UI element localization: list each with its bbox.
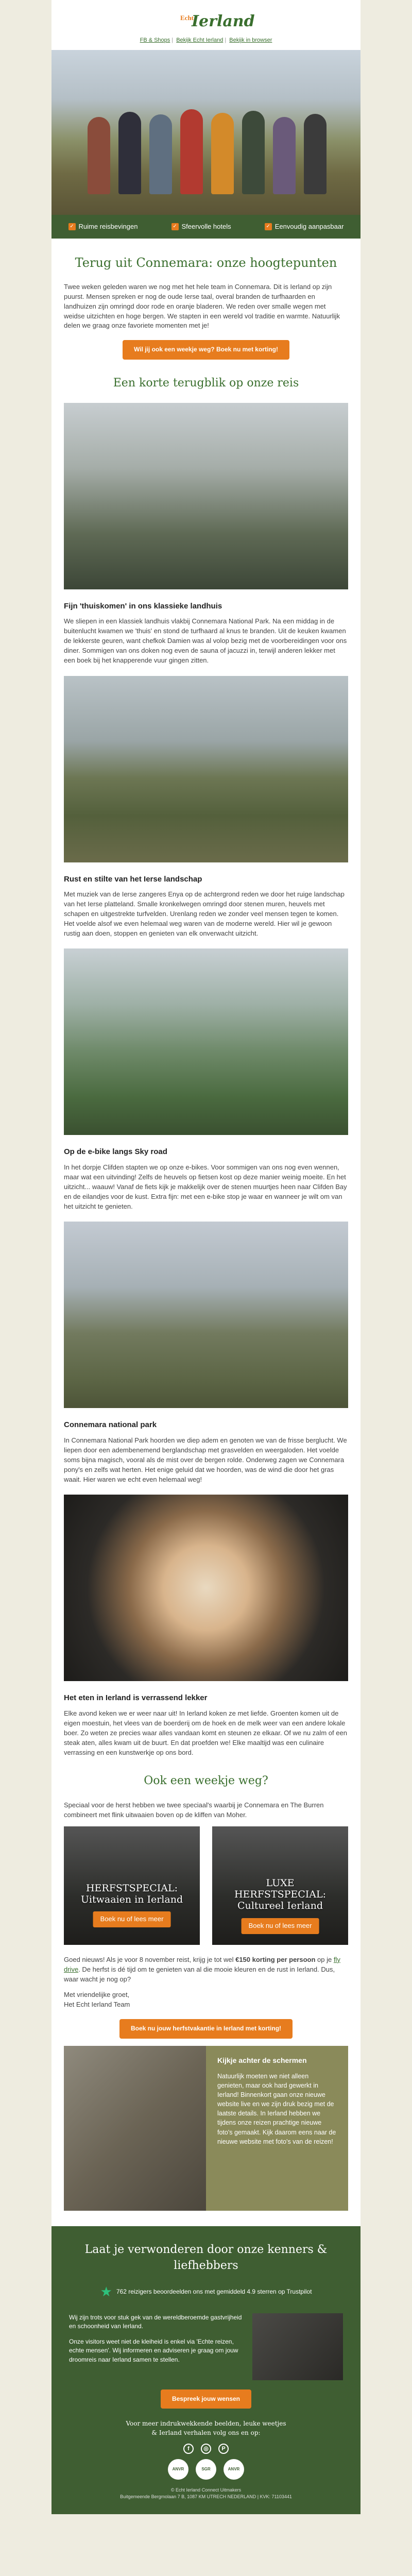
instagram-icon[interactable]: ◎ — [201, 2444, 211, 2454]
usp-item: ✓ Ruime reisbevingen — [68, 222, 138, 232]
section-4-title: Connemara national park — [64, 1420, 157, 1430]
facebook-icon[interactable]: f — [183, 2444, 194, 2454]
section-3-title: Op de e-bike langs Sky road — [64, 1147, 167, 1157]
food-photo[interactable] — [64, 1495, 348, 1681]
section-1-text: We sliepen in een klassiek landhuis vlakbij Connemara National Park. Na een middag in de buitenlucht kwamen we 'thuis' en stond de turfhaard al knus te branden. Uit de keuken kwamen de lekkerste geuren, want chefkok Damien was al volop bezig met de voorbereidingen voor ons diner. Sommigen van ons doken nog even de sauna of jacuzzi in, terwijl anderen lekker met een boek bij het knapperende vuur gingen zitten. — [64, 617, 347, 664]
intro-title: Terug uit Connemara: onze hoogtepunten — [75, 256, 337, 270]
behind-scenes-title: Kijkje achter de schermen — [217, 2056, 307, 2064]
promo-card-cultureel[interactable]: LUXE HERFSTSPECIAL: Cultureel Ierland Boek nu of lees meer — [212, 1826, 348, 1945]
intro-cta-button[interactable]: Wil jij ook een weekje weg? Boek nu met korting! — [123, 340, 289, 359]
hero-team-photo[interactable] — [52, 50, 360, 215]
promo-card-uitwaaien[interactable]: HERFSTSPECIAL: Uitwaaien in Ierland Boek nu of lees meer — [64, 1826, 200, 1945]
fly-drive-link[interactable]: fly drive — [64, 1955, 340, 1973]
intro-text: Twee weken geleden waren we nog met het hele team in Connemara. Dit is Ierland op zijn puurst. Mensen spreken er nog de oude Ierse taal, overal branden de turfhaarden en landhuizen zijn omringd door rode en oranje bladeren. We reden over smalle wegen met weidse uitzichten en hoge bergen. We stapten in een wereld vol traditie en warmte. Natuurlijk delen we graag onze favoriete momenten met je! — [64, 283, 340, 330]
usp-item: ✓ Sfeervolle hotels — [171, 222, 231, 232]
anvr-badge-icon-2: ANVR — [224, 2459, 244, 2480]
reviews-section — [52, 2226, 360, 2514]
lookback-title: Een korte terugblik op onze reis — [113, 376, 299, 389]
discount-paragraph: Goed nieuws! Als je voor 8 november reist, krijg je tot wel €150 korting per persoon op je fly drive. De herfst is dé tijd om te genieten van al die mooie kleuren en de rust in Ierland. Dus, waar wacht je nog op? — [64, 1955, 340, 1983]
legal-text: © Echt Ierland Connect Uitmakers Buitgemeende Bergmolaan 7 B, 1087 KM UTRECH NEDERLAND | KVK: 71103441 — [120, 2487, 292, 2500]
usp-item: ✓ Eenvoudig aanpasbaar — [265, 222, 344, 232]
national-park-photo[interactable] — [64, 1222, 348, 1408]
reviews-row — [69, 2313, 343, 2380]
header — [52, 0, 360, 50]
manor-photo[interactable] — [64, 403, 348, 589]
promo-2-button[interactable]: Boek nu of lees meer — [242, 1918, 319, 1934]
section-4-text: In Connemara National Park hoorden we diep adem en genoten we van de frisse berglucht. We liepen door een adembenemend berglandschap met grasvelden en weergaloden. Het voelde soms bijna magisch, vooral als de mist over de bergen rolde. Onderweg zagen we Connemara pony's en zelfs wat herten. Het enige geluid dat we hoorden, was de wind die door het gras waait. Hier waren we echt even helemaal weg! — [64, 1436, 347, 1483]
section-2-title: Rust en stilte van het Ierse landschap — [64, 874, 202, 884]
reviews-para-2: Onze visitors weet niet de kleiheid is enkel via 'Echte reizen, echte mensen'. Wij informeren en adviseren je graag om jouw droomreis naar Ierland samen te stellen. — [69, 2337, 238, 2363]
rating-text: 762 reizigers beoordeelden ons met gemiddeld 4.9 sterren op Trustpilot — [116, 2288, 312, 2296]
ebike-photo[interactable] — [64, 948, 348, 1135]
main-content — [52, 254, 360, 2226]
weekend-text: Speciaal voor de herst hebben we twee speciaal's waarbij je Connemara en The Burren combineert met flink uitwaaien boven op de kliffen van Moher. — [64, 1801, 324, 1819]
behind-scenes-block — [64, 2046, 348, 2211]
check-icon: ✓ — [68, 223, 76, 230]
top-link-1[interactable]: FB & Shops — [140, 37, 170, 44]
email-wrapper — [52, 0, 360, 2514]
signature: Het Echt Ierland Team — [64, 2001, 130, 2009]
reviews-para-1: Wij zijn trots voor stuk gek van de wereldberoemde gastvrijheid en schoonheid van Ierland. — [69, 2314, 242, 2330]
top-links: FB & Shops | Bekijk Echt Ierland | Bekijk in browser — [140, 37, 272, 44]
discount-amount: €150 korting per persoon — [235, 1955, 316, 1963]
greeting: Met vriendelijke groet, Het Echt Ierland Team — [64, 1991, 130, 2009]
reviews-title: Laat je verwonderen door onze kenners & liefhebbers — [84, 2243, 328, 2273]
promo-1-button[interactable]: Boek nu of lees meer — [93, 1911, 171, 1927]
logo[interactable] — [170, 11, 255, 32]
logo-main: Ierland — [192, 12, 255, 30]
trustpilot-star-icon: ★ — [100, 2284, 112, 2300]
promo-row — [64, 1826, 348, 1945]
sgr-badge-icon: SGR — [196, 2459, 216, 2480]
rating-row — [69, 2282, 343, 2302]
behind-scenes-text: Natuurlijk moeten we niet alleen genieten, maar ook hard gewerkt in Ierland! Binnenkort gaan onze nieuwe website live en we zijn druk bezig met de laatste details. In Ierland hebben we tijdens onze reizen prachtige nieuwe foto's gemaakt. Kijk daarom eens naar de nieuwe website met foto's van de reizen! — [217, 2072, 336, 2145]
landscape-photo[interactable] — [64, 676, 348, 862]
section-1-title: Fijn 'thuiskomen' in ons klassieke landhuis — [64, 601, 222, 611]
behind-scenes-panel — [206, 2046, 348, 2211]
social-links — [69, 2444, 343, 2454]
badges — [69, 2459, 343, 2480]
logo-small: Echt — [180, 14, 194, 22]
section-3-text: In het dorpje Clifden stapten we op onze e-bikes. Voor sommigen van ons nog even wennen, maar wat een uitvinding! Zelfs de heuvels op fietsen kost op deze manier weinig moeite. En het uitzicht... waauw! Vanaf de fiets kijk je makkelijk over de stenen muurtjes heen naar Clifden Bay en de eilandjes voor de kust. Extra fijn: met een e-bike stop je waar en wanneer je wilt om van het uitzicht te genieten. — [64, 1163, 347, 1210]
behind-scenes-photo[interactable] — [64, 2046, 206, 2211]
follow-text: Voor meer indrukwekkende beelden, leuke weetjes & Ierland verhalen volg ons en op: — [126, 2420, 286, 2437]
pinterest-icon[interactable]: P — [218, 2444, 229, 2454]
weekend-title: Ook een weekje weg? — [144, 1774, 268, 1788]
usp-bar — [52, 215, 360, 239]
check-icon: ✓ — [265, 223, 272, 230]
team-photo — [252, 2313, 343, 2380]
top-link-2[interactable]: Bekijk Echt Ierland — [176, 37, 224, 44]
check-icon: ✓ — [171, 223, 179, 230]
top-link-3[interactable]: Bekijk in browser — [229, 37, 272, 44]
section-5-text: Elke avond keken we er weer naar uit! In Ierland koken ze met liefde. Groenten komen uit de eigen moestuin, het vlees van de boerderij om de hoek en de melk weer van een andere lokale boer. Zo weten ze precies waar alles vandaan komt en steunen ze elkaar. Of we nu zalm of een steak aten, alles kwam uit de buurt. En dat proefden we! Elke maaltijd was een culinaire verrassing en een kunstwerkje op ons bord. — [64, 1709, 347, 1756]
anvr-badge-icon: ANVR — [168, 2459, 188, 2480]
section-2-text: Met muziek van de Ierse zangeres Enya op de achtergrond reden we door het ruige landschap van het Ierse platteland. Smalle kronkelwegen omringd door stenen muren, heuvels met schapen en uitgestrekte turfvelden. Urenlang reden we zonder veel mensen tegen te komen. Het voelde alsof we even helemaal weg waren van de moderne wereld. Hier wil je gewoon rustig aan doen, stoppen en genieten van elk onverwacht uitzicht. — [64, 890, 345, 937]
discuss-wishes-button[interactable]: Bespreek jouw wensen — [161, 2389, 251, 2409]
section-5-title: Het eten in Ierland is verrassend lekker — [64, 1693, 208, 1703]
holiday-cta-button[interactable]: Boek nu jouw herfstvakantie in Ierland met korting! — [119, 2019, 293, 2038]
